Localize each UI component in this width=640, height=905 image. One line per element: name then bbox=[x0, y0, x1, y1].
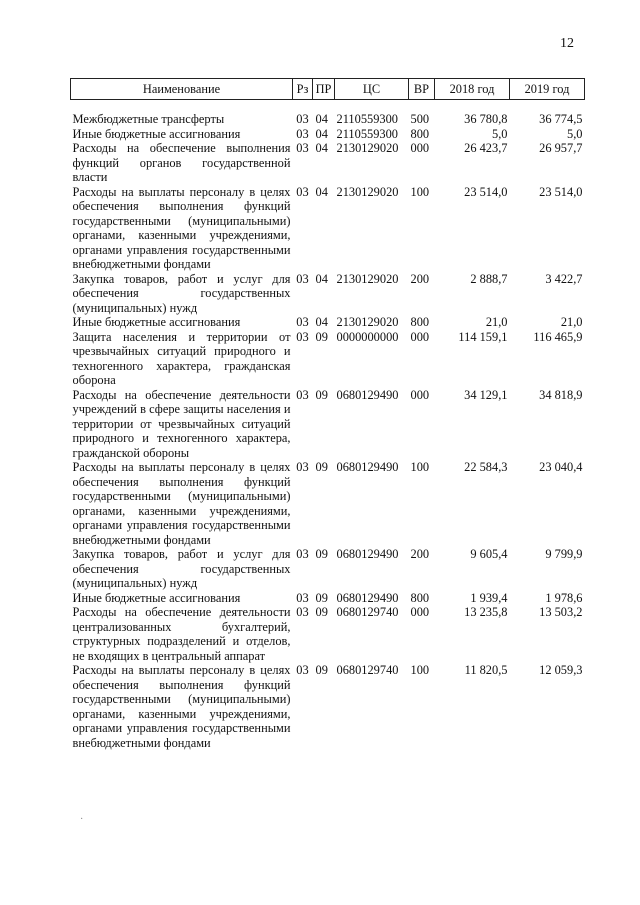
cell-2018: 1 939,4 bbox=[470, 590, 508, 605]
cell-rz: 03 bbox=[296, 141, 309, 155]
cell-vr: 000 bbox=[410, 141, 430, 155]
cell-pr: 04 bbox=[315, 184, 328, 199]
cell-vr: 100 bbox=[410, 184, 430, 199]
cell-cs: 0680129490 bbox=[336, 590, 399, 605]
cell-vr: 100 bbox=[410, 460, 430, 474]
cell-pr: 04 bbox=[315, 141, 328, 155]
header-cs: ЦС bbox=[335, 79, 409, 100]
cell-2019: 23 040,4 bbox=[539, 460, 583, 474]
cell-rz: 03 bbox=[296, 590, 309, 605]
cell-2019: 23 514,0 bbox=[539, 184, 583, 199]
cell-cs: 2130129020 bbox=[336, 315, 399, 329]
header-2019: 2019 год bbox=[510, 79, 585, 100]
cell-rz: 03 bbox=[296, 605, 309, 619]
table-body bbox=[71, 100, 585, 751]
cell-name: Защита населения и территории от чрезвычайных ситуаций природного и техногенного характера, гражданская оборона bbox=[72, 329, 291, 387]
cell-rz: 03 bbox=[296, 547, 309, 561]
cell-rz: 03 bbox=[296, 460, 309, 474]
cell-pr: 09 bbox=[315, 387, 328, 402]
table-row bbox=[71, 547, 585, 591]
cell-pr: 04 bbox=[315, 315, 328, 329]
cell-pr: 09 bbox=[315, 547, 328, 561]
cell-name: Расходы на обеспечение выполнения функций органов государственной власти bbox=[72, 141, 291, 184]
cell-cs: 0680129490 bbox=[336, 547, 399, 561]
cell-rz: 03 bbox=[296, 329, 309, 344]
cell-name: Расходы на выплаты персоналу в целях обеспечения выполнения функций государственными (муниципальными) органами, казенными учреждениями, органами управления государственными внебюджетными фондами bbox=[72, 184, 291, 271]
table-header bbox=[71, 79, 585, 100]
cell-name: Иные бюджетные ассигнования bbox=[72, 590, 241, 605]
cell-pr: 04 bbox=[315, 112, 328, 126]
cell-pr: 09 bbox=[315, 329, 328, 344]
budget-table bbox=[70, 78, 585, 750]
cell-2019: 1 978,6 bbox=[545, 590, 583, 605]
cell-2018: 34 129,1 bbox=[464, 387, 508, 402]
cell-name: Закупка товаров, работ и услуг для обеспечения государственных (муниципальных) нужд bbox=[72, 547, 291, 590]
cell-2018: 114 159,1 bbox=[458, 329, 508, 344]
cell-rz: 03 bbox=[296, 184, 309, 199]
table-row bbox=[71, 185, 585, 272]
cell-vr: 500 bbox=[410, 112, 430, 126]
page-number: 12 bbox=[560, 36, 574, 51]
cell-name: Закупка товаров, работ и услуг для обеспечения государственных (муниципальных) нужд bbox=[72, 271, 291, 315]
cell-rz: 03 bbox=[296, 271, 309, 286]
table-row bbox=[71, 663, 585, 750]
cell-pr: 04 bbox=[315, 271, 328, 286]
cell-cs: 0000000000 bbox=[336, 329, 399, 344]
table-row bbox=[71, 315, 585, 330]
table-row bbox=[71, 141, 585, 185]
cell-vr: 800 bbox=[410, 590, 430, 605]
cell-2019: 26 957,7 bbox=[539, 141, 583, 155]
cell-cs: 2110559300 bbox=[336, 126, 398, 141]
cell-cs: 0680129490 bbox=[336, 460, 399, 474]
cell-vr: 200 bbox=[410, 547, 430, 561]
table-row bbox=[71, 330, 585, 388]
cell-pr: 09 bbox=[315, 663, 328, 677]
cell-2019: 13 503,2 bbox=[539, 605, 583, 619]
table-spacer-row bbox=[71, 100, 585, 113]
cell-2019: 12 059,3 bbox=[539, 663, 583, 677]
table-row bbox=[71, 127, 585, 142]
cell-rz: 03 bbox=[296, 387, 309, 402]
cell-vr: 200 bbox=[410, 271, 430, 286]
header-pr: ПР bbox=[313, 79, 335, 100]
cell-2018: 2 888,7 bbox=[470, 271, 508, 286]
table-row bbox=[71, 272, 585, 316]
cell-2019: 5,0 bbox=[567, 126, 583, 141]
cell-name: Иные бюджетные ассигнования bbox=[72, 126, 241, 141]
table-row bbox=[71, 112, 585, 127]
cell-vr: 800 bbox=[410, 126, 430, 141]
cell-vr: 000 bbox=[410, 329, 430, 344]
cell-vr: 000 bbox=[410, 387, 430, 402]
cell-2018: 11 820,5 bbox=[464, 663, 508, 677]
cell-cs: 2130129020 bbox=[336, 141, 399, 155]
cell-rz: 03 bbox=[296, 315, 309, 329]
cell-2019: 21,0 bbox=[560, 315, 583, 329]
cell-2018: 21,0 bbox=[485, 315, 508, 329]
cell-name: Расходы на выплаты персоналу в целях обеспечения выполнения функций государственными (муниципальными) органами, казенными учреждениями, органами управления государственными внебюджетными фондами bbox=[72, 460, 291, 547]
cell-cs: 0680129740 bbox=[336, 605, 399, 619]
cell-name: Иные бюджетные ассигнования bbox=[72, 315, 241, 329]
cell-2018: 36 780,8 bbox=[464, 112, 508, 126]
table-row bbox=[71, 460, 585, 547]
cell-name: Расходы на выплаты персоналу в целях обеспечения выполнения функций государственными (муниципальными) органами, казенными учреждениями, органами управления государственными внебюджетными фондами bbox=[72, 663, 291, 750]
cell-rz: 03 bbox=[296, 112, 309, 126]
cell-2018: 26 423,7 bbox=[464, 141, 508, 155]
header-row bbox=[71, 79, 585, 100]
cell-pr: 09 bbox=[315, 590, 328, 605]
header-vr: ВР bbox=[409, 79, 435, 100]
table-row bbox=[71, 388, 585, 461]
header-2018: 2018 год bbox=[435, 79, 510, 100]
cell-2018: 22 584,3 bbox=[464, 460, 508, 474]
cell-pr: 04 bbox=[315, 126, 328, 141]
cell-vr: 000 bbox=[410, 605, 430, 619]
cell-2018: 23 514,0 bbox=[464, 184, 508, 199]
cell-vr: 100 bbox=[410, 663, 430, 677]
cell-cs: 2110559300 bbox=[336, 112, 398, 126]
table-row bbox=[71, 591, 585, 606]
cell-cs: 0680129740 bbox=[336, 663, 399, 677]
table-row bbox=[71, 605, 585, 663]
cell-2019: 34 818,9 bbox=[539, 387, 583, 402]
header-name: Наименование bbox=[71, 79, 293, 100]
cell-pr: 09 bbox=[315, 605, 328, 619]
cell-2019: 3 422,7 bbox=[545, 271, 583, 286]
scan-mark: · bbox=[80, 814, 84, 825]
cell-2019: 9 799,9 bbox=[545, 547, 583, 561]
cell-name: Расходы на обеспечение деятельности централизованных бухгалтерий, структурных подразделений и отделов, не входящих в центральный аппарат bbox=[72, 605, 291, 663]
header-rz: Рз bbox=[293, 79, 313, 100]
cell-2018: 5,0 bbox=[492, 126, 508, 141]
cell-2019: 36 774,5 bbox=[539, 112, 583, 126]
cell-pr: 09 bbox=[315, 460, 328, 474]
cell-2019: 116 465,9 bbox=[533, 329, 583, 344]
cell-rz: 03 bbox=[296, 663, 309, 677]
cell-cs: 2130129020 bbox=[336, 271, 399, 286]
cell-vr: 800 bbox=[410, 315, 430, 329]
cell-2018: 9 605,4 bbox=[470, 547, 508, 561]
cell-name: Межбюджетные трансферты bbox=[72, 112, 225, 126]
cell-cs: 0680129490 bbox=[336, 387, 399, 402]
cell-rz: 03 bbox=[296, 126, 309, 141]
cell-name: Расходы на обеспечение деятельности учреждений в сфере защиты населения и территории от чрезвычайных ситуаций природного и техногенного характера, гражданской обороны bbox=[72, 387, 291, 460]
cell-cs: 2130129020 bbox=[336, 184, 399, 199]
cell-2018: 13 235,8 bbox=[464, 605, 508, 619]
